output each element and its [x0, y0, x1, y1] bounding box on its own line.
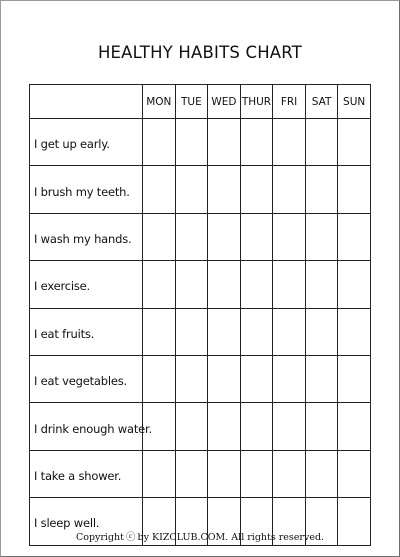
checkbox-cell[interactable] [305, 213, 338, 260]
checkbox-cell[interactable] [208, 261, 241, 308]
checkbox-cell[interactable] [143, 308, 176, 355]
habit-label: I sleep well. [30, 498, 143, 545]
checkbox-cell[interactable] [273, 308, 306, 355]
checkbox-cell[interactable] [143, 166, 176, 213]
habit-label: I wash my hands. [30, 213, 143, 260]
checkbox-cell[interactable] [175, 261, 208, 308]
day-header-tue: TUE [175, 85, 208, 119]
table-row [30, 166, 371, 213]
checkbox-cell[interactable] [273, 355, 306, 402]
day-header-sun: SUN [338, 85, 371, 119]
habit-label: I eat vegetables. [30, 355, 143, 402]
chart-title: HEALTHY HABITS CHART [97, 43, 303, 62]
checkbox-cell[interactable] [338, 403, 371, 450]
checkbox-cell[interactable] [273, 119, 306, 166]
checkbox-cell[interactable] [208, 450, 241, 497]
checkbox-cell[interactable] [143, 355, 176, 402]
header-row [30, 85, 371, 119]
checkbox-cell[interactable] [143, 261, 176, 308]
checkbox-cell[interactable] [305, 308, 338, 355]
checkbox-cell[interactable] [305, 261, 338, 308]
table-row [30, 261, 371, 308]
checkbox-cell[interactable] [338, 355, 371, 402]
checkbox-cell[interactable] [175, 166, 208, 213]
checkbox-cell[interactable] [175, 213, 208, 260]
checkbox-cell[interactable] [273, 403, 306, 450]
table-row [30, 213, 371, 260]
copyright-symbol: ⓒ [125, 532, 136, 543]
checkbox-cell[interactable] [240, 450, 273, 497]
habits-table [29, 84, 371, 546]
header-blank-cell [30, 85, 143, 119]
habit-label: I get up early. [30, 119, 143, 166]
checkbox-cell[interactable] [273, 166, 306, 213]
habit-label: I exercise. [30, 261, 143, 308]
checkbox-cell[interactable] [305, 403, 338, 450]
checkbox-cell[interactable] [305, 166, 338, 213]
checkbox-cell[interactable] [305, 450, 338, 497]
day-header-mon: MON [143, 85, 176, 119]
checkbox-cell[interactable] [208, 355, 241, 402]
day-header-thur: THUR [240, 85, 273, 119]
checkbox-cell[interactable] [240, 261, 273, 308]
checkbox-cell[interactable] [143, 213, 176, 260]
copyright-text: by KIZCLUB.COM. All rights reserved. [137, 532, 325, 543]
day-header-fri: FRI [273, 85, 306, 119]
day-header-wed: WED [208, 85, 241, 119]
checkbox-cell[interactable] [175, 119, 208, 166]
checkbox-cell[interactable] [208, 213, 241, 260]
checkbox-cell[interactable] [273, 450, 306, 497]
checkbox-cell[interactable] [338, 308, 371, 355]
table-row [30, 403, 371, 450]
habit-label: I eat fruits. [30, 308, 143, 355]
checkbox-cell[interactable] [273, 261, 306, 308]
checkbox-cell[interactable] [143, 450, 176, 497]
checkbox-cell[interactable] [240, 119, 273, 166]
checkbox-cell[interactable] [208, 403, 241, 450]
checkbox-cell[interactable] [338, 450, 371, 497]
checkbox-cell[interactable] [240, 213, 273, 260]
checkbox-cell[interactable] [175, 308, 208, 355]
checkbox-cell[interactable] [175, 450, 208, 497]
checkbox-cell[interactable] [305, 355, 338, 402]
table-row [30, 355, 371, 402]
checkbox-cell[interactable] [143, 119, 176, 166]
checkbox-cell[interactable] [338, 213, 371, 260]
checkbox-cell[interactable] [240, 166, 273, 213]
habit-label: I brush my teeth. [30, 166, 143, 213]
checkbox-cell[interactable] [240, 308, 273, 355]
checkbox-cell[interactable] [273, 213, 306, 260]
habit-label: I take a shower. [30, 450, 143, 497]
checkbox-cell[interactable] [338, 261, 371, 308]
copyright-footer [0, 529, 400, 543]
day-header-sat: SAT [305, 85, 338, 119]
checkbox-cell[interactable] [208, 119, 241, 166]
checkbox-cell[interactable] [240, 355, 273, 402]
checkbox-cell[interactable] [175, 355, 208, 402]
checkbox-cell[interactable] [208, 166, 241, 213]
table-row [30, 119, 371, 166]
checkbox-cell[interactable] [240, 403, 273, 450]
checkbox-cell[interactable] [208, 308, 241, 355]
table-row [30, 308, 371, 355]
checkbox-cell[interactable] [305, 119, 338, 166]
copyright-prefix: Copyright [75, 532, 124, 543]
checkbox-cell[interactable] [338, 119, 371, 166]
checkbox-cell[interactable] [175, 403, 208, 450]
habit-label: I drink enough water. [30, 403, 143, 450]
checkbox-cell[interactable] [338, 166, 371, 213]
table-row [30, 450, 371, 497]
